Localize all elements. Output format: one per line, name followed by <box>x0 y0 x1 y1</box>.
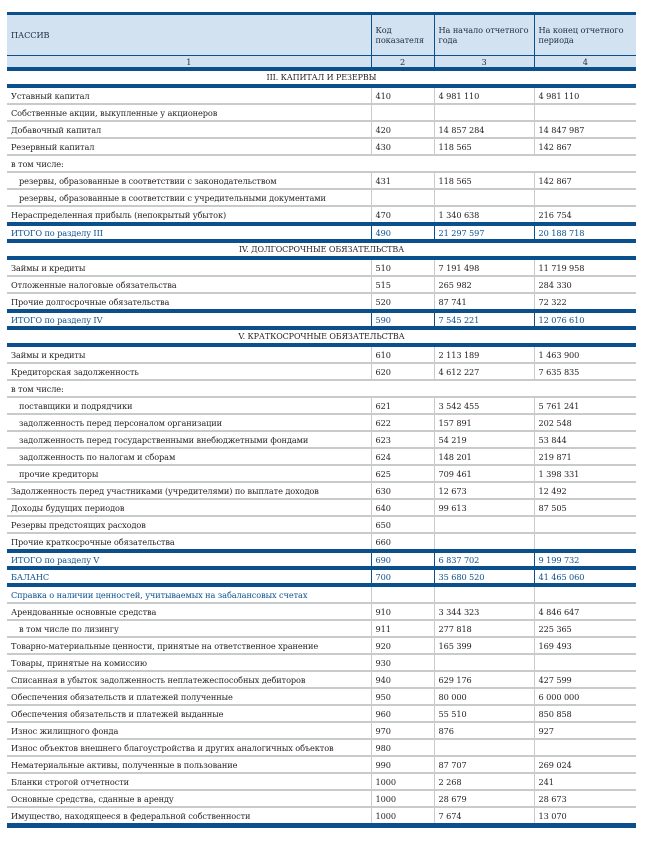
line-code: 622 <box>371 414 434 431</box>
line-item-label: Износ жилищного фонда <box>7 722 371 739</box>
table-row <box>7 533 636 551</box>
total-row <box>7 551 636 568</box>
header-liabilities: ПАССИВ <box>7 14 371 56</box>
line-code: 431 <box>371 172 434 189</box>
table-row <box>7 206 636 224</box>
line-item-label: задолженность перед государственными внебюджетными фондами <box>7 431 371 448</box>
off-balance-heading-row <box>7 585 636 603</box>
line-code: 920 <box>371 637 434 654</box>
value-start-of-year: 4 981 110 <box>434 86 534 104</box>
table-row <box>7 516 636 533</box>
line-item-label: ИТОГО по разделу III <box>7 224 371 241</box>
header-code: Код показателя <box>371 14 434 56</box>
value-end-of-period <box>534 516 636 533</box>
line-code: 515 <box>371 276 434 293</box>
value-end-of-period: 72 322 <box>534 293 636 311</box>
line-code: 1000 <box>371 790 434 807</box>
value-end-of-period: 11 719 958 <box>534 258 636 276</box>
line-code: 690 <box>371 551 434 568</box>
table-row <box>7 138 636 155</box>
line-code: 490 <box>371 224 434 241</box>
line-item-label: Бланки строгой отчетности <box>7 773 371 790</box>
line-code: 620 <box>371 363 434 380</box>
total-row <box>7 224 636 241</box>
table-row <box>7 705 636 722</box>
line-item-label: Справка о наличии ценностей, учитываемых на забалансовых счетах <box>7 585 371 603</box>
line-code: 970 <box>371 722 434 739</box>
value-end-of-period: 169 493 <box>534 637 636 654</box>
value-start-of-year: 55 510 <box>434 705 534 722</box>
table-row <box>7 756 636 773</box>
value-start-of-year: 2 268 <box>434 773 534 790</box>
value-start-of-year: 7 674 <box>434 807 534 826</box>
line-item-label: Товары, принятые на комиссию <box>7 654 371 671</box>
subheading-label: в том числе: <box>7 380 636 397</box>
header-end-of-period: На конец отчетного периода <box>534 14 636 56</box>
section-heading-row <box>7 328 636 345</box>
section-heading-row <box>7 69 636 86</box>
line-code: 990 <box>371 756 434 773</box>
line-item-label: Доходы будущих периодов <box>7 499 371 516</box>
line-code: 630 <box>371 482 434 499</box>
line-code: 520 <box>371 293 434 311</box>
line-code: 624 <box>371 448 434 465</box>
subheading-label: в том числе: <box>7 155 636 172</box>
line-code: 510 <box>371 258 434 276</box>
value-start-of-year: 629 176 <box>434 671 534 688</box>
table-row <box>7 807 636 826</box>
line-item-label: в том числе по лизингу <box>7 620 371 637</box>
table-row <box>7 86 636 104</box>
table-row <box>7 276 636 293</box>
value-end-of-period: 9 199 732 <box>534 551 636 568</box>
value-start-of-year: 35 680 520 <box>434 568 534 585</box>
value-start-of-year: 21 297 597 <box>434 224 534 241</box>
value-start-of-year <box>434 189 534 206</box>
line-item-label: Прочие краткосрочные обязательства <box>7 533 371 551</box>
value-end-of-period: 1 463 900 <box>534 345 636 363</box>
value-start-of-year: 54 219 <box>434 431 534 448</box>
section-title: V. КРАТКОСРОЧНЫЕ ОБЯЗАТЕЛЬСТВА <box>7 328 636 345</box>
value-end-of-period: 216 754 <box>534 206 636 224</box>
line-item-label: Кредиторская задолженность <box>7 363 371 380</box>
line-code: 950 <box>371 688 434 705</box>
table-row <box>7 620 636 637</box>
line-code <box>371 585 434 603</box>
column-number-3: 3 <box>434 56 534 70</box>
subheading-row <box>7 155 636 172</box>
value-start-of-year <box>434 516 534 533</box>
balance-sheet-liabilities <box>7 12 636 828</box>
value-end-of-period: 87 505 <box>534 499 636 516</box>
line-item-label: ИТОГО по разделу V <box>7 551 371 568</box>
value-end-of-period: 219 871 <box>534 448 636 465</box>
value-end-of-period: 12 492 <box>534 482 636 499</box>
line-item-label: Собственные акции, выкупленные у акционеров <box>7 104 371 121</box>
table-row <box>7 637 636 654</box>
value-end-of-period: 12 076 610 <box>534 311 636 328</box>
line-code <box>371 189 434 206</box>
value-end-of-period <box>534 533 636 551</box>
line-item-label: Арендованные основные средства <box>7 603 371 620</box>
value-end-of-period: 142 867 <box>534 172 636 189</box>
value-start-of-year: 3 344 323 <box>434 603 534 620</box>
table-row <box>7 345 636 363</box>
value-end-of-period: 4 981 110 <box>534 86 636 104</box>
line-item-label: БАЛАНС <box>7 568 371 585</box>
value-end-of-period: 13 070 <box>534 807 636 826</box>
value-end-of-period <box>534 585 636 603</box>
table-row <box>7 603 636 620</box>
value-start-of-year: 99 613 <box>434 499 534 516</box>
value-end-of-period: 202 548 <box>534 414 636 431</box>
value-end-of-period: 225 365 <box>534 620 636 637</box>
table-row <box>7 293 636 311</box>
line-item-label: Нераспределенная прибыль (непокрытый убыток) <box>7 206 371 224</box>
value-end-of-period: 927 <box>534 722 636 739</box>
line-item-label: задолженность перед персоналом организации <box>7 414 371 431</box>
table-row <box>7 414 636 431</box>
value-start-of-year: 4 612 227 <box>434 363 534 380</box>
line-code: 625 <box>371 465 434 482</box>
line-code: 940 <box>371 671 434 688</box>
line-code: 911 <box>371 620 434 637</box>
table-body <box>7 69 636 826</box>
value-start-of-year: 14 857 284 <box>434 121 534 138</box>
value-start-of-year: 87 707 <box>434 756 534 773</box>
line-code: 960 <box>371 705 434 722</box>
value-end-of-period <box>534 104 636 121</box>
value-start-of-year: 7 191 498 <box>434 258 534 276</box>
line-item-label: задолженность по налогам и сборам <box>7 448 371 465</box>
line-code: 1000 <box>371 807 434 826</box>
line-item-label: Износ объектов внешнего благоустройства и других аналогичных объектов <box>7 739 371 756</box>
value-end-of-period: 20 188 718 <box>534 224 636 241</box>
line-item-label: Основные средства, сданные в аренду <box>7 790 371 807</box>
value-start-of-year: 157 891 <box>434 414 534 431</box>
value-start-of-year: 80 000 <box>434 688 534 705</box>
value-end-of-period: 427 599 <box>534 671 636 688</box>
line-item-label: Задолженность перед участниками (учредителями) по выплате доходов <box>7 482 371 499</box>
value-start-of-year: 12 673 <box>434 482 534 499</box>
line-code <box>371 104 434 121</box>
value-start-of-year: 118 565 <box>434 138 534 155</box>
value-end-of-period: 41 465 060 <box>534 568 636 585</box>
table-header-row <box>7 14 636 56</box>
column-number-4: 4 <box>534 56 636 70</box>
value-start-of-year <box>434 533 534 551</box>
line-code: 610 <box>371 345 434 363</box>
table-row <box>7 431 636 448</box>
line-code: 470 <box>371 206 434 224</box>
table-row <box>7 172 636 189</box>
value-start-of-year: 876 <box>434 722 534 739</box>
line-code: 910 <box>371 603 434 620</box>
value-end-of-period: 53 844 <box>534 431 636 448</box>
table-row <box>7 688 636 705</box>
value-start-of-year: 6 837 702 <box>434 551 534 568</box>
section-title: IV. ДОЛГОСРОЧНЫЕ ОБЯЗАТЕЛЬСТВА <box>7 241 636 258</box>
line-code: 623 <box>371 431 434 448</box>
table-row <box>7 465 636 482</box>
table-row <box>7 790 636 807</box>
value-end-of-period: 269 024 <box>534 756 636 773</box>
value-start-of-year: 3 542 455 <box>434 397 534 414</box>
line-item-label: резервы, образованные в соответствии с учредительными документами <box>7 189 371 206</box>
table-row <box>7 104 636 121</box>
line-code: 640 <box>371 499 434 516</box>
line-item-label: Имущество, находящееся в федеральной собственности <box>7 807 371 826</box>
value-end-of-period <box>534 654 636 671</box>
value-start-of-year: 709 461 <box>434 465 534 482</box>
table-row <box>7 654 636 671</box>
line-item-label: Уставный капитал <box>7 86 371 104</box>
line-code: 621 <box>371 397 434 414</box>
line-item-label: Обеспечения обязательств и платежей полученные <box>7 688 371 705</box>
column-number-2: 2 <box>371 56 434 70</box>
value-end-of-period: 14 847 987 <box>534 121 636 138</box>
line-item-label: Товарно-материальные ценности, принятые на ответственное хранение <box>7 637 371 654</box>
line-code: 980 <box>371 739 434 756</box>
value-end-of-period: 7 635 835 <box>534 363 636 380</box>
line-item-label: прочие кредиторы <box>7 465 371 482</box>
line-code: 430 <box>371 138 434 155</box>
value-start-of-year <box>434 739 534 756</box>
line-code: 930 <box>371 654 434 671</box>
column-numbers-row <box>7 56 636 70</box>
balance-row <box>7 568 636 585</box>
value-end-of-period <box>534 739 636 756</box>
line-item-label: поставщики и подрядчики <box>7 397 371 414</box>
value-end-of-period: 241 <box>534 773 636 790</box>
line-item-label: Резервный капитал <box>7 138 371 155</box>
value-start-of-year <box>434 654 534 671</box>
line-code: 660 <box>371 533 434 551</box>
line-code: 410 <box>371 86 434 104</box>
line-item-label: Нематериальные активы, полученные в пользование <box>7 756 371 773</box>
value-start-of-year: 2 113 189 <box>434 345 534 363</box>
column-number-1: 1 <box>7 56 371 70</box>
line-item-label: Обеспечения обязательств и платежей выданные <box>7 705 371 722</box>
line-code: 420 <box>371 121 434 138</box>
value-end-of-period: 5 761 241 <box>534 397 636 414</box>
table-row <box>7 722 636 739</box>
value-start-of-year: 148 201 <box>434 448 534 465</box>
table-row <box>7 363 636 380</box>
value-start-of-year: 165 399 <box>434 637 534 654</box>
line-item-label: Отложенные налоговые обязательства <box>7 276 371 293</box>
line-code: 650 <box>371 516 434 533</box>
value-end-of-period: 6 000 000 <box>534 688 636 705</box>
line-code: 590 <box>371 311 434 328</box>
line-code: 700 <box>371 568 434 585</box>
value-start-of-year: 87 741 <box>434 293 534 311</box>
line-item-label: Займы и кредиты <box>7 258 371 276</box>
value-start-of-year: 118 565 <box>434 172 534 189</box>
table-row <box>7 499 636 516</box>
value-end-of-period <box>534 189 636 206</box>
value-start-of-year <box>434 104 534 121</box>
header-start-of-year: На начало отчетного года <box>434 14 534 56</box>
table-row <box>7 121 636 138</box>
value-end-of-period: 4 846 647 <box>534 603 636 620</box>
value-start-of-year <box>434 585 534 603</box>
table-row <box>7 773 636 790</box>
line-item-label: Списанная в убыток задолженность неплатежеспособных дебиторов <box>7 671 371 688</box>
line-item-label: резервы, образованные в соответствии с законодательством <box>7 172 371 189</box>
value-end-of-period: 850 858 <box>534 705 636 722</box>
table-row <box>7 448 636 465</box>
section-heading-row <box>7 241 636 258</box>
value-start-of-year: 28 679 <box>434 790 534 807</box>
value-end-of-period: 1 398 331 <box>534 465 636 482</box>
subheading-row <box>7 380 636 397</box>
value-start-of-year: 1 340 638 <box>434 206 534 224</box>
table-row <box>7 482 636 499</box>
line-item-label: Резервы предстоящих расходов <box>7 516 371 533</box>
line-item-label: Добавочный капитал <box>7 121 371 138</box>
total-row <box>7 311 636 328</box>
line-code: 1000 <box>371 773 434 790</box>
liabilities-table <box>7 12 636 828</box>
table-row <box>7 671 636 688</box>
section-title: III. КАПИТАЛ И РЕЗЕРВЫ <box>7 69 636 86</box>
line-item-label: ИТОГО по разделу IV <box>7 311 371 328</box>
value-end-of-period: 28 673 <box>534 790 636 807</box>
value-start-of-year: 7 545 221 <box>434 311 534 328</box>
value-end-of-period: 142 867 <box>534 138 636 155</box>
table-row <box>7 397 636 414</box>
value-start-of-year: 277 818 <box>434 620 534 637</box>
line-item-label: Прочие долгосрочные обязательства <box>7 293 371 311</box>
value-end-of-period: 284 330 <box>534 276 636 293</box>
value-start-of-year: 265 982 <box>434 276 534 293</box>
table-row <box>7 189 636 206</box>
table-row <box>7 739 636 756</box>
line-item-label: Займы и кредиты <box>7 345 371 363</box>
table-row <box>7 258 636 276</box>
